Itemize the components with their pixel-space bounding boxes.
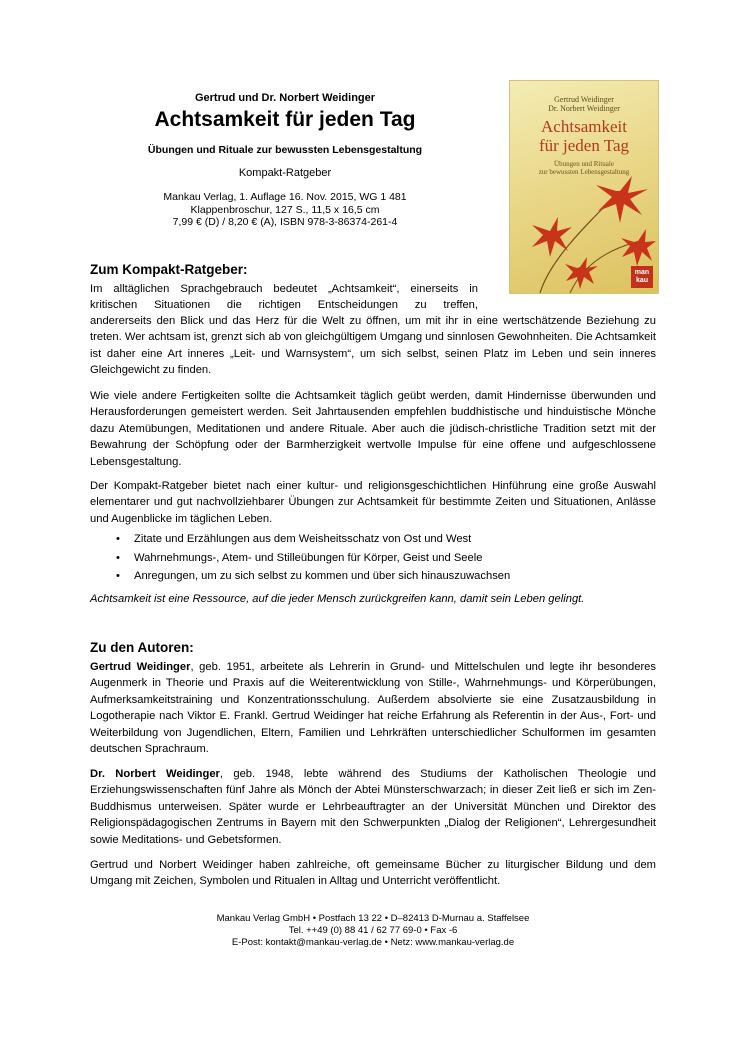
cover-author: Gertrud Weidinger — [554, 95, 614, 104]
list-item — [90, 567, 510, 586]
feature-list — [90, 530, 510, 586]
list-item — [90, 530, 510, 549]
publisher-logo — [631, 266, 653, 288]
author-bio-norbert — [90, 766, 656, 848]
cover-title-line: Achtsamkeit — [541, 117, 627, 136]
footer-contact: E-Post: kontakt@mankau-verlag.de • Netz: www.mankau-verlag.de — [231, 937, 515, 948]
joint-publications: Gertrud und Norbert Weidinger haben zahlreiche, oft gemeinsame Bücher zu liturgischer Bildung und dem Umgang mit Zeichen, Symbolen und Ritualen in Alltag und Unterricht veröffentlicht. — [90, 859, 656, 888]
cover-authors — [510, 95, 658, 113]
paragraph-practice: Wie viele andere Fertigkeiten sollte die Achtsamkeit täglich geübt werden, damit Hindernisse überwunden und Herausforderungen gemeistert werden. Seit Jahrtausenden empfehlen buddhistische und hinduistische Mönche dazu Atemübungen, Meditationen und andere Rituale. Aber auch die jüdisch-christliche Tradition setzt mit der Bewahrung der Schöpfung oder der Barmherzigkeit wertvolle Impulse für eine offene und aufgeschlossene Lebensgestaltung. — [90, 390, 656, 468]
publication-info — [90, 191, 480, 229]
logo-text: man — [634, 269, 650, 276]
book-authors: Gertrud und Dr. Norbert Weidinger — [194, 92, 376, 104]
list-item — [90, 549, 510, 568]
closing-statement: Achtsamkeit ist eine Ressource, auf die jeder Mensch zurückgreifen kann, damit sein Leben gelingt. — [90, 593, 585, 605]
pub-line: Mankau Verlag, 1. Auflage 16. Nov. 2015, WG 1 481 — [163, 191, 407, 203]
section-heading-autoren: Zu den Autoren: — [90, 640, 194, 655]
author-name: Gertrud Weidinger — [90, 661, 191, 673]
pub-line: Klappenbroschur, 127 S., 11,5 x 16,5 cm — [190, 203, 380, 216]
section-heading-kompakt-ratgeber: Zum Kompakt-Ratgeber: — [90, 262, 248, 277]
book-cover-image — [510, 81, 658, 293]
bullet-icon: • — [116, 551, 120, 564]
author-bio-text: , geb. 1951, arbeitete als Lehrerin in Grund- und Mittelschulen und legte ihr besonderes Augenmerk in Theorie und Praxis auf die Weiterentwicklung von Stille-, Wahrnehmungs- und Körperübungen, Aufmerksamkeitstraining und Konzentrationsschulung. Außerdem absolvierte sie eine Zusatzausbildung in Logotherapie nach Viktor E. Frankl. Gertrud Weidinger hat reiche Erfahrung als Referentin in der Aus-, Fort- und Weiterbildung von Jugendlichen, Eltern, Familien und Lehrkräften unterschiedlicher Schulformen im gesamten deutschen Sprachraum. — [90, 661, 656, 756]
bullet-icon: • — [116, 533, 120, 545]
author-bio-text: , geb. 1948, lebte während des Studiums der Katholischen Theologie und Erziehungswissenschaften fünf Jahre als Mönch der Abtei Münsterschwarzach; in dieser Zeit ließ er sich im Zen-Buddhismus unterweisen. Später wurde er Lehrbeauftragter an der Universität München und Direktor des Religionspädagogischen Zentrums in Bayern mit den Schwerpunkten „Dialog der Religionen“, Lehrergesundheit sowie Meditations- und Gebetsformen. — [90, 768, 656, 846]
publisher-footer — [90, 913, 656, 949]
cover-subtitle-line: zur bewussten Lebensgestaltung — [538, 168, 630, 176]
paragraph-line: kritischen Situationen die richtigen Entscheidungen zu treffen, — [90, 299, 478, 311]
bullet-icon: • — [116, 570, 120, 582]
paragraph-contents: Der Kompakt-Ratgeber bietet nach einer kultur- und religionsgeschichtlichen Hinführung eine große Auswahl elementarer und gut nachvollziehbarer Übungen zur Achtsamkeit für bestimmte Zeiten und Situationen, Anlässe und Augenblicke im täglichen Leben. — [90, 480, 656, 525]
cover-subtitle-line: Übungen und Rituale — [554, 160, 614, 168]
pub-line: 7,99 € (D) / 8,20 € (A), ISBN 978-3-86374-261-4 — [172, 216, 398, 228]
author-name: Dr. Norbert Weidinger — [90, 768, 220, 780]
book-subtitle: Übungen und Rituale zur bewussten Lebensgestaltung — [147, 144, 423, 156]
paragraph-intro: andererseits den Blick und das Herz für die Welt zu öffnen, um mit ihr in eine wertschätzende Beziehung zu treten. Wer achtsam ist, grenzt sich ab von gleichgültigem Umgang und sinnlosen Gewohnheiten. Die Achtsamkeit ist daher eine Art inneres „Leit- und Warnsystem“, um sich selbst, seinen Platz im Leben und sein inneres Gleichgewicht zu finden. — [90, 315, 656, 377]
book-title: Achtsamkeit für jeden Tag — [154, 108, 416, 131]
list-item-text: Anregungen, um zu sich selbst zu kommen und über sich hinauszuwachsen — [134, 570, 511, 582]
list-item-text: Zitate und Erzählungen aus dem Weisheitsschatz von Ost und West — [134, 533, 472, 545]
list-item-text: Wahrnehmungs-, Atem- und Stilleübungen für Körper, Geist und Seele — [134, 551, 483, 564]
paragraph-line: Im alltäglichen Sprachgebrauch bedeutet „Achtsamkeit“, einerseits in — [90, 283, 478, 295]
cover-author: Dr. Norbert Weidinger — [548, 104, 620, 113]
logo-text: kau — [635, 277, 649, 284]
footer-address: Mankau Verlag GmbH • Postfach 13 22 • D–82413 D-Murnau a. Staffelsee — [216, 913, 530, 924]
footer-phone: Tel. ++49 (0) 88 41 / 62 77 69-0 • Fax -6 — [288, 925, 458, 936]
book-series: Kompakt-Ratgeber — [238, 167, 332, 179]
cover-title-line: für jeden Tag — [538, 136, 630, 155]
cover-title — [510, 117, 658, 155]
author-bio-gertrud — [90, 659, 656, 757]
